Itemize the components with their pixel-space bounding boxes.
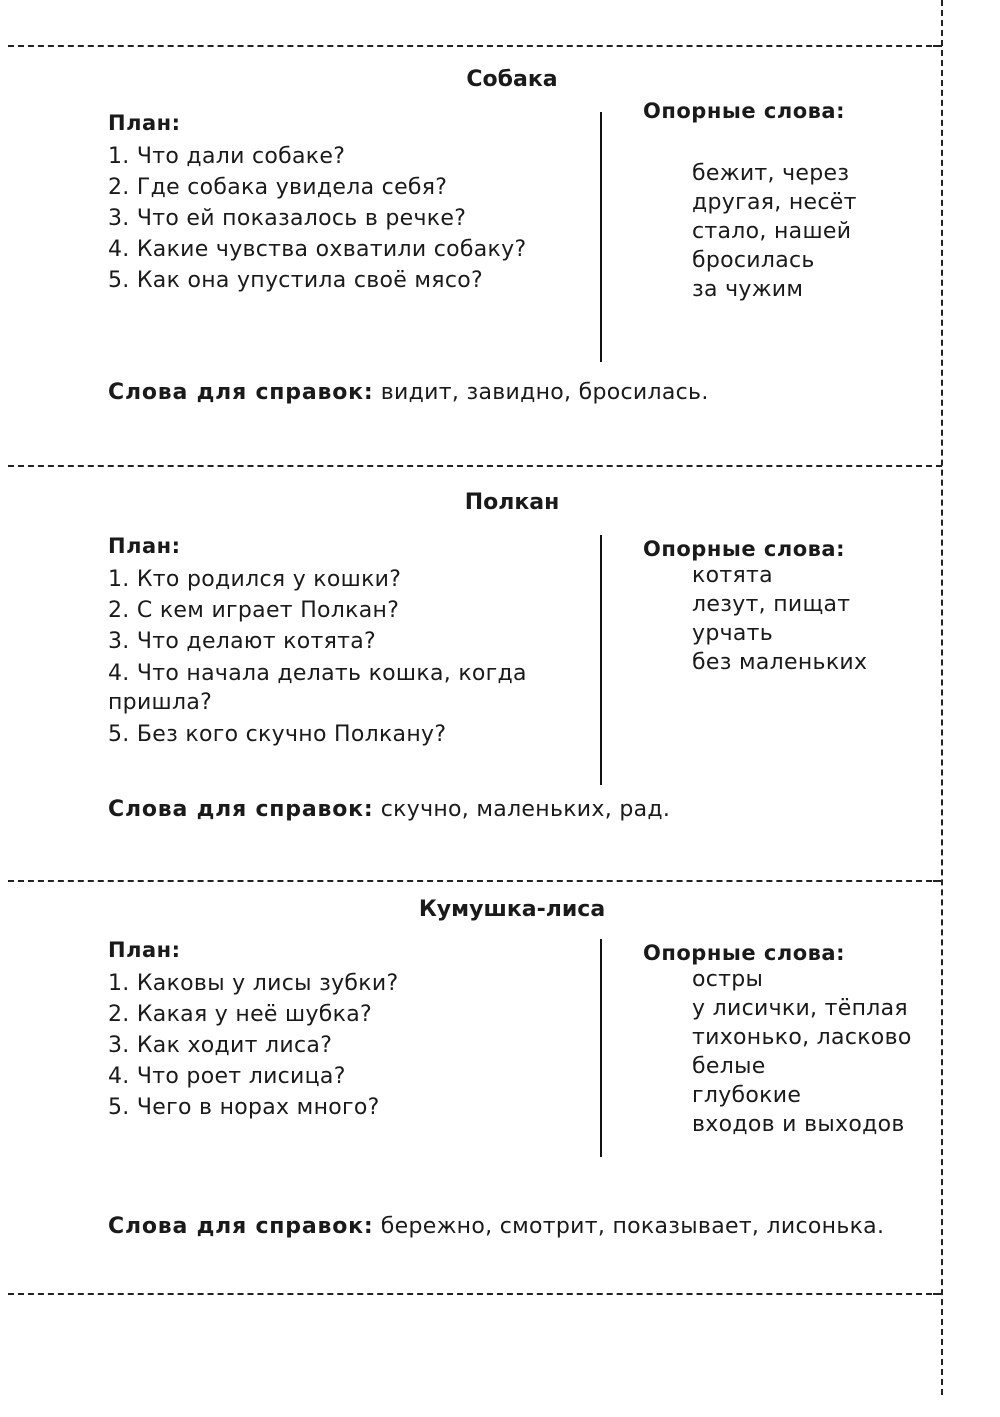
reference-words — [108, 380, 709, 405]
plan-item: 1. Каковы у лисы зубки? — [108, 971, 399, 996]
keywords-section — [643, 537, 933, 677]
cut-line-1 — [8, 465, 942, 467]
keyword-item: глубокие — [692, 1083, 802, 1108]
keywords-list — [643, 159, 933, 304]
reference-words-value: бережно, смотрит, показывает, лисонька. — [380, 1214, 885, 1239]
plan-section — [108, 111, 588, 296]
plan-item: 2. Где собака увидела себя? — [108, 175, 448, 200]
keyword-item: за чужим — [692, 277, 804, 302]
plan-item: 2. С кем играет Полкан? — [108, 598, 400, 623]
plan-label: План: — [108, 534, 181, 558]
reference-label: Слова для справок: — [108, 1214, 374, 1239]
reference-label: Слова для справок: — [108, 797, 374, 822]
column-divider — [600, 535, 602, 785]
keywords-label: Опорные слова: — [643, 537, 845, 561]
cut-line-bottom — [8, 1293, 942, 1295]
plan-item: 4. Какие чувства охватили собаку? — [108, 237, 527, 262]
keywords-list — [643, 965, 933, 1139]
keyword-item: белые — [692, 1054, 766, 1079]
keywords-label: Опорные слова: — [643, 99, 845, 123]
keyword-item: остры — [692, 967, 764, 992]
plan-label: План: — [108, 111, 181, 135]
keywords-section — [643, 941, 933, 1139]
reference-words-value: скучно, маленьких, рад. — [380, 797, 671, 822]
plan-item: 5. Чего в норах много? — [108, 1095, 380, 1120]
plan-list — [108, 141, 588, 296]
keyword-item: бросилась — [692, 248, 815, 273]
plan-list — [108, 968, 588, 1123]
keyword-item: у лисички, тёплая — [692, 996, 908, 1021]
cut-line-top — [8, 45, 942, 47]
plan-item: 1. Что дали собаке? — [108, 144, 346, 169]
keyword-item: другая, несёт — [692, 190, 857, 215]
plan-item: 3. Что делают котята? — [108, 629, 377, 654]
plan-item: 5. Как она упустила своё мясо? — [108, 268, 483, 293]
reference-label: Слова для справок: — [108, 380, 374, 405]
plan-section — [108, 938, 588, 1123]
reference-words — [108, 797, 670, 822]
plan-item: 4. Что начала делать кошка, когда пришла? — [108, 661, 527, 715]
keywords-list — [643, 561, 933, 677]
keyword-item: стало, нашей — [692, 219, 852, 244]
reference-words-value: видит, завидно, бросилась. — [380, 380, 709, 405]
card-title: Собака — [466, 67, 558, 92]
plan-label: План: — [108, 938, 181, 962]
plan-item: 2. Какая у неё шубка? — [108, 1002, 373, 1027]
keywords-section — [643, 99, 933, 304]
plan-section — [108, 534, 588, 750]
plan-item: 3. Что ей показалось в речке? — [108, 206, 467, 231]
cut-line-tick — [933, 45, 942, 47]
cut-line-2 — [8, 880, 942, 882]
cut-line-tick — [933, 880, 942, 882]
card-title: Полкан — [464, 490, 560, 515]
plan-item: 5. Без кого скучно Полкану? — [108, 722, 447, 747]
column-divider — [600, 112, 602, 362]
plan-list — [108, 564, 588, 750]
vertical-cut-line — [941, 0, 943, 1395]
plan-item: 1. Кто родился у кошки? — [108, 567, 402, 592]
keyword-item: урчать — [692, 621, 774, 646]
keyword-item: без маленьких — [692, 650, 868, 675]
reference-words — [108, 1214, 884, 1239]
card-title: Кумушка-лиса — [418, 897, 606, 922]
keyword-item: бежит, через — [692, 161, 850, 186]
keyword-item: котята — [692, 563, 773, 588]
keyword-item: входов и выходов — [692, 1112, 905, 1137]
keyword-item: лезут, пищат — [692, 592, 851, 617]
keyword-item: тихонько, ласково — [692, 1025, 912, 1050]
cut-line-tick — [933, 1293, 942, 1295]
plan-item: 4. Что роет лисица? — [108, 1064, 346, 1089]
keywords-label: Опорные слова: — [643, 941, 845, 965]
column-divider — [600, 939, 602, 1157]
plan-item: 3. Как ходит лиса? — [108, 1033, 333, 1058]
